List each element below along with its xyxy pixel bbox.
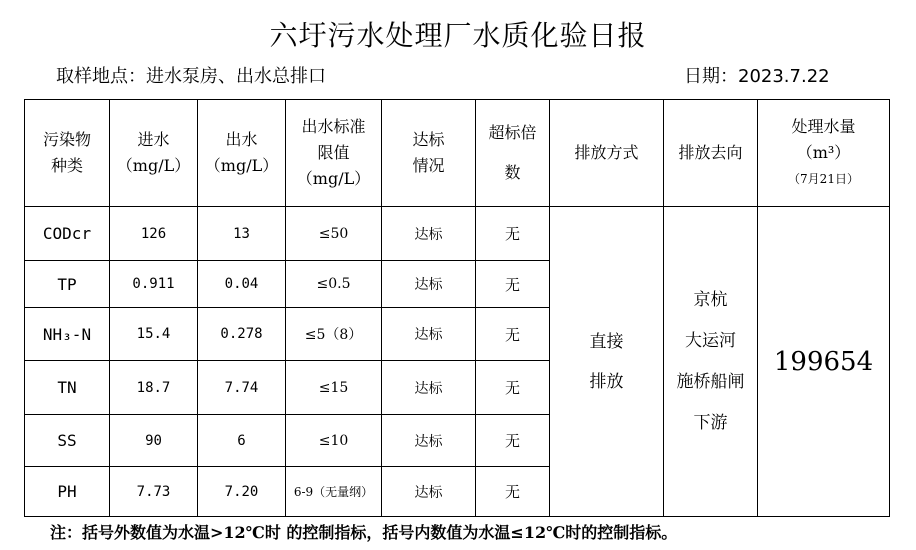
report-date: 日期：2023.7.22 [684, 66, 830, 87]
exceed-factor: 无 [476, 207, 550, 261]
compliance-status: 达标 [382, 261, 476, 308]
influent-value: 15.4 [110, 308, 198, 361]
compliance-status: 达标 [382, 467, 476, 517]
influent-value: 126 [110, 207, 198, 261]
header-effluent: 出水 （mg/L） [198, 100, 286, 207]
water-quality-table [24, 99, 890, 517]
param-name: NH₃-N [25, 308, 110, 361]
header-row [25, 100, 890, 207]
exceed-factor: 无 [476, 261, 550, 308]
param-name: TN [25, 361, 110, 415]
header-discharge-mode: 排放方式 [550, 100, 664, 207]
influent-value: 0.911 [110, 261, 198, 308]
effluent-value: 0.04 [198, 261, 286, 308]
footnote: 注：括号外数值为水温>12℃时 的控制指标，括号内数值为水温≤12℃时的控制指标。 [50, 523, 678, 542]
limit-value: ≤50 [286, 207, 382, 261]
header-volume: 处理水量 （m³） （7月21日） [758, 100, 890, 207]
table-row [25, 207, 890, 261]
effluent-value: 0.278 [198, 308, 286, 361]
exceed-factor: 无 [476, 308, 550, 361]
header-limit: 出水标准 限值 （mg/L） [286, 100, 382, 207]
exceed-factor: 无 [476, 467, 550, 517]
param-name: SS [25, 415, 110, 467]
header-discharge-dest: 排放去向 [664, 100, 758, 207]
exceed-factor: 无 [476, 415, 550, 467]
effluent-value: 7.20 [198, 467, 286, 517]
discharge-destination: 京杭 大运河 施桥船闸 下游 [664, 207, 758, 517]
limit-value: ≤0.5 [286, 261, 382, 308]
param-name: TP [25, 261, 110, 308]
exceed-factor: 无 [476, 361, 550, 415]
limit-value: ≤5（8） [286, 308, 382, 361]
header-pollutant: 污染物 种类 [25, 100, 110, 207]
influent-value: 90 [110, 415, 198, 467]
influent-value: 7.73 [110, 467, 198, 517]
header-exceed: 超标倍 数 [476, 100, 550, 207]
report-title: 六圩污水处理厂水质化验日报 [269, 19, 647, 52]
limit-value: 6-9（无量纲） [286, 467, 382, 517]
sampling-location: 取样地点：进水泵房、出水总排口 [56, 66, 326, 87]
compliance-status: 达标 [382, 207, 476, 261]
compliance-status: 达标 [382, 308, 476, 361]
limit-value: ≤10 [286, 415, 382, 467]
treated-volume: 199654 [758, 207, 890, 517]
effluent-value: 6 [198, 415, 286, 467]
compliance-status: 达标 [382, 415, 476, 467]
influent-value: 18.7 [110, 361, 198, 415]
param-name: CODcr [25, 207, 110, 261]
header-status: 达标 情况 [382, 100, 476, 207]
effluent-value: 7.74 [198, 361, 286, 415]
param-name: PH [25, 467, 110, 517]
compliance-status: 达标 [382, 361, 476, 415]
limit-value: ≤15 [286, 361, 382, 415]
discharge-mode: 直接 排放 [550, 207, 664, 517]
header-influent: 进水 （mg/L） [110, 100, 198, 207]
effluent-value: 13 [198, 207, 286, 261]
